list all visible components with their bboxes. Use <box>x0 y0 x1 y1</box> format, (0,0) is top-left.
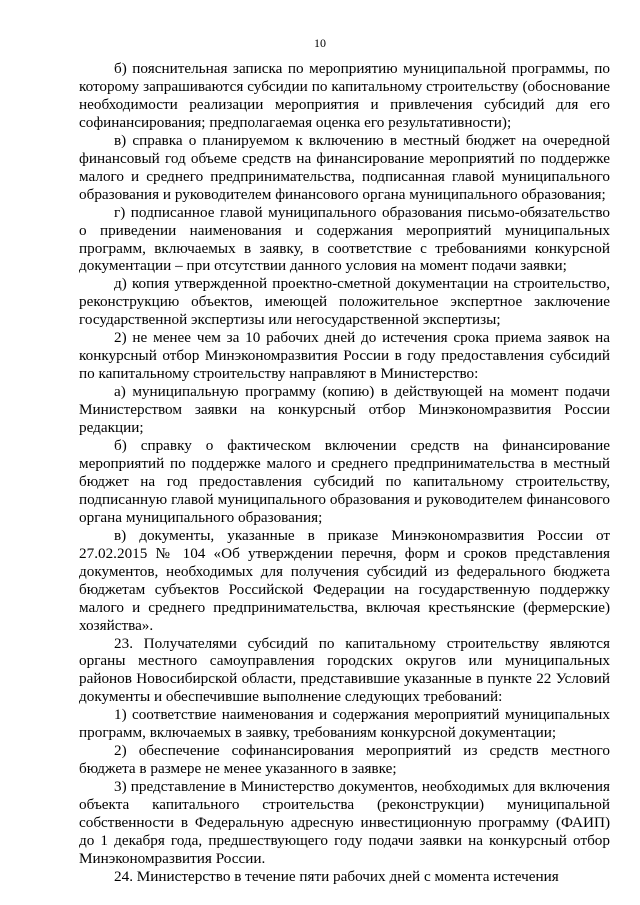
paragraph-g-obligation-letter: г) подписанное главой муниципального образования письмо-обязательство о приведении наименования и содержания мероприятий муниципальных программ, включаемых в заявку, в соответствие с требованиями конкурсной документации – при отсутствии данного условия на момент подачи заявки; <box>79 203 610 275</box>
paragraph-b-funding-certificate: б) справку о фактическом включении средств на финансирование мероприятий по поддержке малого и среднего предпринимательства в местный бюджет на год предоставления субсидий по капитальному строительству, подписанную главой муниципального образования и руководителем финансового органа муниципального образования; <box>79 437 610 526</box>
paragraph-23-2-cofinancing: 2) обеспечение софинансирования мероприятий из средств местного бюджета в размере не менее указанного в заявке; <box>79 742 610 778</box>
paragraph-d-design-documentation: д) копия утвержденной проектно-сметной документации на строительство, реконструкцию объектов, имеющей положительное экспертное заключение государственной экспертизы или негосударственной экспертизы; <box>79 275 610 329</box>
body-text <box>79 60 610 886</box>
paragraph-23-3-faip-documents: 3) представление в Министерство документов, необходимых для включения объекта капитального строительства (реконструкции) муниципальной собственности в Федеральную адресную инвестиционную программу (ФАИП) до 1 декабря года, предшествующего году подачи заявки на конкурсный отбор Минэкономразвития России. <box>79 778 610 867</box>
paragraph-23-recipients: 23. Получателями субсидий по капитальному строительству являются органы местного самоуправления городских округов или муниципальных районов Новосибирской области, представившие указанные в пункте 22 Условий документы и обеспечившие выполнение следующих требований: <box>79 634 610 706</box>
paragraph-23-1-compliance: 1) соответствие наименования и содержания мероприятий муниципальных программ, включаемых в заявку, требованиям конкурсной документации; <box>79 706 610 742</box>
paragraph-v-budget-certificate: в) справка о планируемом к включению в местный бюджет на очередной финансовый год объеме средств на финансирование мероприятий по поддержке малого и среднего предпринимательства, подписанная главой муниципального образования и руководителем финансового органа муниципального образования; <box>79 131 610 203</box>
paragraph-v-order-documents: в) документы, указанные в приказе Минэкономразвития России от 27.02.2015 № 104 «Об утверждении перечня, форм и сроков представления документов, необходимых для получения субсидий из федерального бюджета бюджетам субъектов Российской Федерации на государственную поддержку малого и среднего предпринимательства, включая крестьянские (фермерские) хозяйства». <box>79 526 610 634</box>
paragraph-a-municipal-program: а) муниципальную программу (копию) в действующей на момент подачи Министерством заявки на конкурсный отбор Минэкономразвития России редакции; <box>79 383 610 437</box>
paragraph-b-explanatory-note: б) пояснительная записка по мероприятию муниципальной программы, по которому запрашиваются субсидии по капитальному строительству (обоснование необходимости реализации мероприятия и привлечения субсидий для его софинансирования; предполагаемая оценка его результативности); <box>79 60 610 131</box>
paragraph-2-submission-deadline: 2) не менее чем за 10 рабочих дней до истечения срока приема заявок на конкурсный отбор Минэкономразвития России в году предоставления субсидий по капитальному строительству направляют в Министерство: <box>79 329 610 383</box>
page-number: 10 <box>314 36 326 50</box>
paragraph-24-ministry: 24. Министерство в течение пяти рабочих дней с момента истечения <box>114 867 559 885</box>
